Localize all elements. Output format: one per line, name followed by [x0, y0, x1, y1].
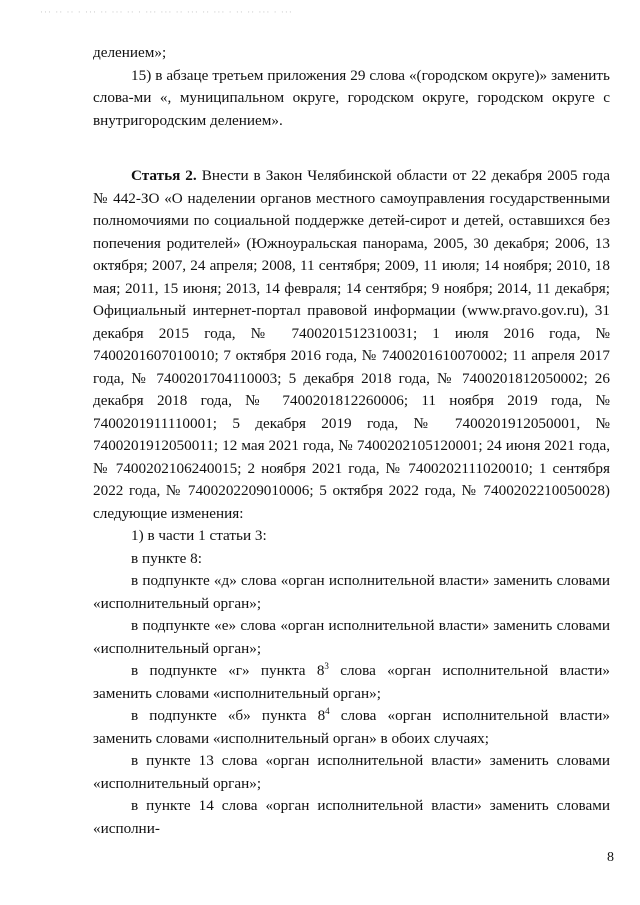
article-2-body: Внести в Закон Челябинской области от 22 декабря 2005 года № 442-ЗО «О наделении органов местного самоуправления государственными полномочиями по социальной поддержке детей-сирот и детей, оставшихся без попечения родителей» (Южноуральская панорама, 2005, 30 декабря; 2006, 13 октября; 2007, 24 апреля; 2008, 11 сентября; 2009, 11 июля; 14 ноября; 2010, 18 мая; 2011, 15 июня; 2013, 14 февраля; 14 сентября; 9 ноября; 2014, 11 декабря; Официальный интернет-портал правовой информации (www.pravo.gov.ru), 31 декабря 2015 года, № 7400201512310031; 1 июля 2016 года, № 7400201607010010; 7 октября 2016 года, № 7400201610070002; 11 апреля 2017 года, № 7400201704110003; 5 декабря 2018 года, № 7400201812050002; 26 декабря 2018 года, № 7400201812260006; 11 ноября 2019 года, № 7400201911110001; 5 декабря 2019 года, № 7400201912050001, № 7400201912050011; 12 мая 2021 года, № 7400202105120001; 24 июня 2021 года, № 7400202106240015; 2 ноября 2021 года, № 7400202111020010; 1 сентября 2022 года, № 7400202209010006; 5 октября 2022 года, № 7400202210050028) следующие изменения: — [93, 167, 610, 522]
point-8-paragraph: в пункте 8: — [131, 549, 202, 567]
page-number: 8 — [607, 850, 614, 865]
paragraph-item-15: 15) в абзаце третьем приложения 29 слова «(городском округе)» заменить слова-ми «, муниципальном округе, городском округе, городском округе с внутригородским делением». — [93, 66, 610, 129]
subpoint-b-suffix: слова «орган исполнительной власти» заменить словами «исполнительный орган» в обоих случаях; — [93, 707, 610, 747]
point-13-paragraph: в пункте 13 слова «орган исполнительной власти» заменить словами «исполнительный орган»; — [93, 752, 610, 792]
subpoint-d-paragraph: в подпункте «д» слова «орган исполнительной власти» заменить словами «исполнительный орган»; — [93, 572, 610, 612]
article-2-paragraph — [93, 165, 610, 525]
subpoint-b-prefix: в подпункте «б» пункта 8 — [131, 707, 326, 724]
item-1-paragraph: 1) в части 1 статьи 3: — [131, 527, 267, 544]
subpoint-e-paragraph: в подпункте «е» слова «орган исполнительной власти» заменить словами «исполнительный орган»; — [93, 617, 610, 657]
subpoint-b-superscript: 4 — [325, 705, 330, 716]
subpoint-g-prefix: в подпункте «г» пункта 8 — [131, 662, 325, 679]
article-2-label: Статья 2. — [131, 167, 197, 184]
subpoint-b-paragraph — [93, 705, 610, 750]
subpoint-g-superscript: 3 — [324, 660, 329, 671]
header-artifact: ··· ·· ·· · ··· ·· ··· ·· · ··· ··· ·· ··· ·· ··· · ·· ·· ··· · ··· — [40, 7, 293, 17]
paragraph-tail: делением»; — [93, 44, 167, 61]
subpoint-g-suffix: слова «орган исполнительной власти» заменить словами «исполнительный орган»; — [93, 662, 610, 702]
point-14-paragraph: в пункте 14 слова «орган исполнительной власти» заменить словами «исполни- — [93, 797, 610, 837]
subpoint-g-paragraph — [93, 660, 610, 705]
document-content — [93, 42, 610, 840]
